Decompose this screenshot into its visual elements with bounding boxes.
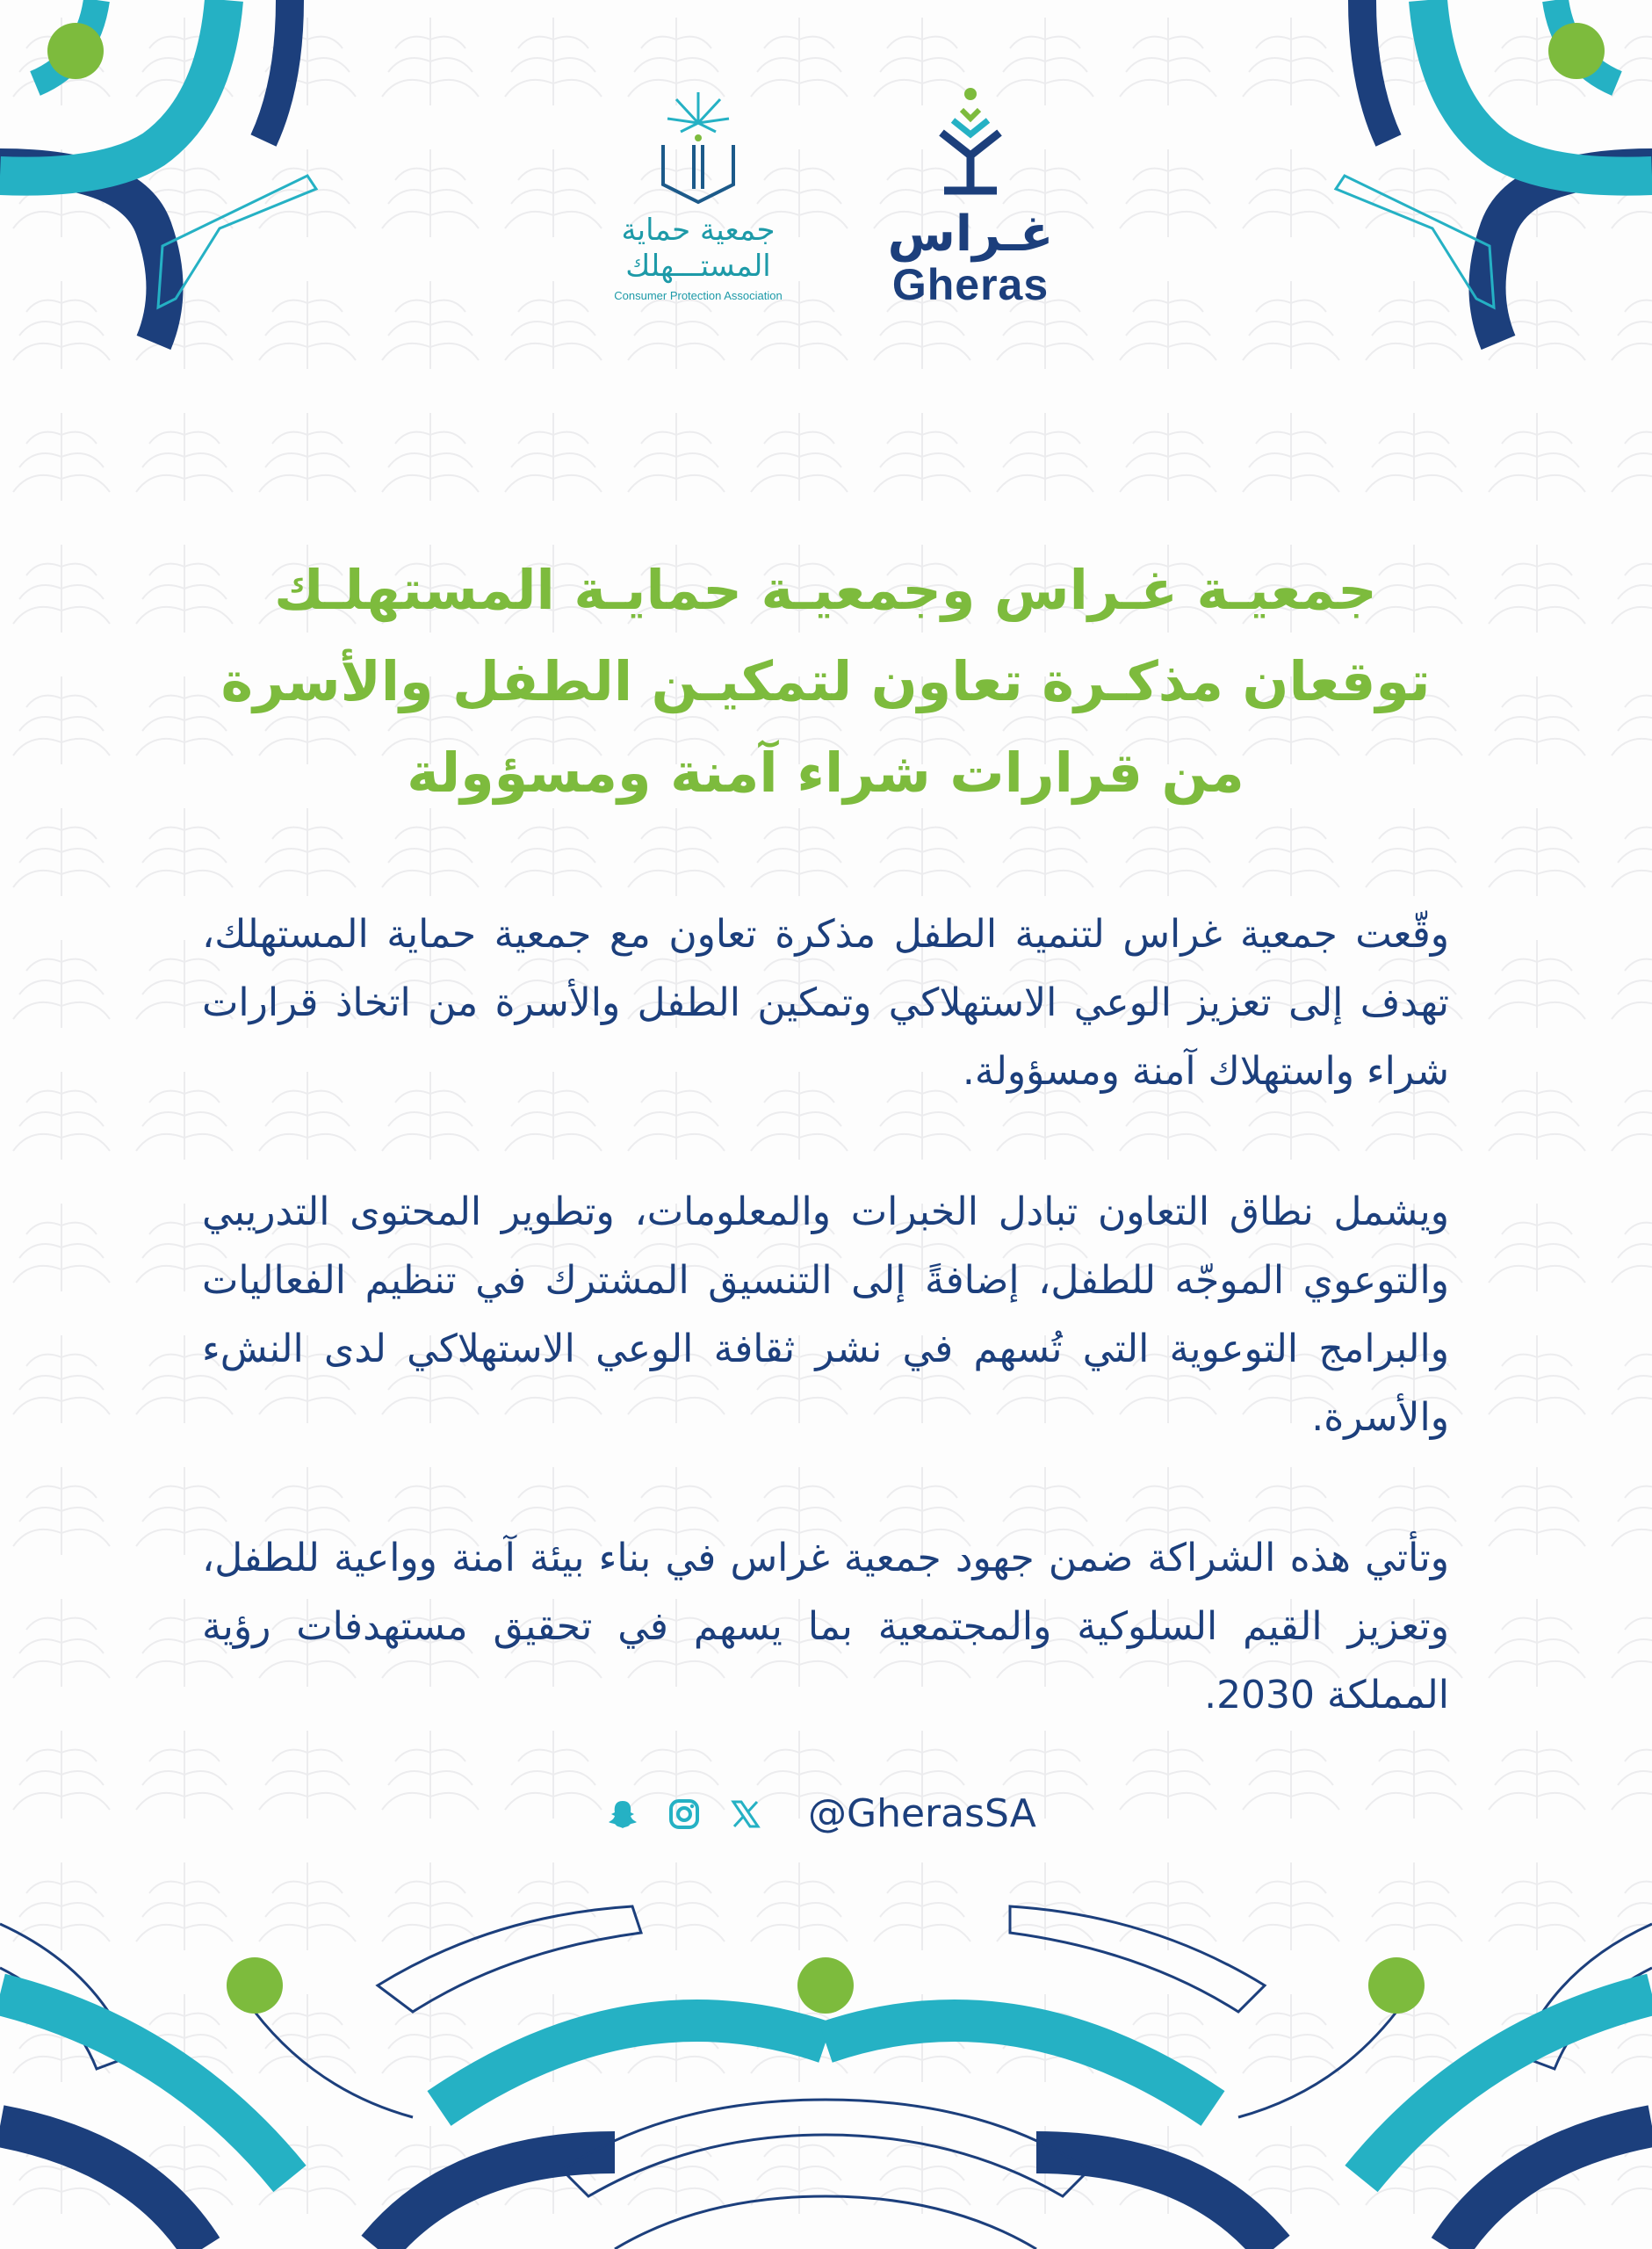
gheras-name-english: Gheras (891, 260, 1050, 309)
snapchat-icon[interactable] (606, 1797, 639, 1831)
article-body (202, 900, 1449, 1802)
gheras-name-arabic: غـراس (887, 206, 1054, 263)
social-bar (597, 1783, 1071, 1845)
headline-line2: توقعان مذكـرة تعاون لتمكيـن الطفل والأسرة (220, 649, 1431, 713)
consumer-protection-emblem-icon (646, 83, 751, 206)
headline-line1: جمعيـة غـراس وجمعيـة حمايـة المستهلـك (274, 558, 1377, 622)
logo-row (0, 83, 1652, 347)
headline-line3: من قرارات شراء آمنة ومسؤولة (407, 741, 1244, 805)
x-icon[interactable] (729, 1797, 762, 1831)
social-handle[interactable]: @GherasSA (808, 1791, 1036, 1836)
gheras-tree-icon (922, 83, 1019, 206)
cpa-name-arabic-line2: المستـــهلك (625, 249, 771, 284)
cpa-name-arabic-line1: جمعية حماية (621, 213, 776, 248)
paragraph-3: وتأتي هذه الشراكة ضمن جهود جمعية غراس في بناء بيئة آمنة وواعية للطفل، وتعزيز القيم السلوكية والمجتمعية بما يسهم في تحقيق مستهدفات رؤية المملكة 2030. (202, 1536, 1449, 1717)
instagram-icon[interactable] (667, 1797, 701, 1831)
green-dot (1548, 23, 1605, 79)
bottom-ornament-border (0, 1889, 1652, 2249)
paragraph-1: وقّعت جمعية غراس لتنمية الطفل مذكرة تعاون مع جمعية حماية المستهلك، تهدف إلى تعزيز الوعي الاستهلاكي وتمكين الطفل والأسرة من اتخاذ قرارات شراء واستهلاك آمنة ومسؤولة. (202, 912, 1449, 1094)
paragraph-2: ويشمل نطاق التعاون تبادل الخبرات والمعلومات، وتطوير المحتوى التدريبي والتوعوي الموجّه للطفل، إضافةً إلى التنسيق المشترك في تنظيم الفعاليات والبرامج التوعوية التي تُسهم في نشر ثقافة الوعي الاستهلاكي لدى النشء والأسرة. (202, 1190, 1449, 1440)
cpa-name-english: Consumer Protection Association (614, 289, 783, 302)
consumer-protection-logo (580, 83, 817, 338)
headline (202, 545, 1449, 819)
green-dot (47, 23, 104, 79)
gheras-logo (865, 83, 1076, 338)
